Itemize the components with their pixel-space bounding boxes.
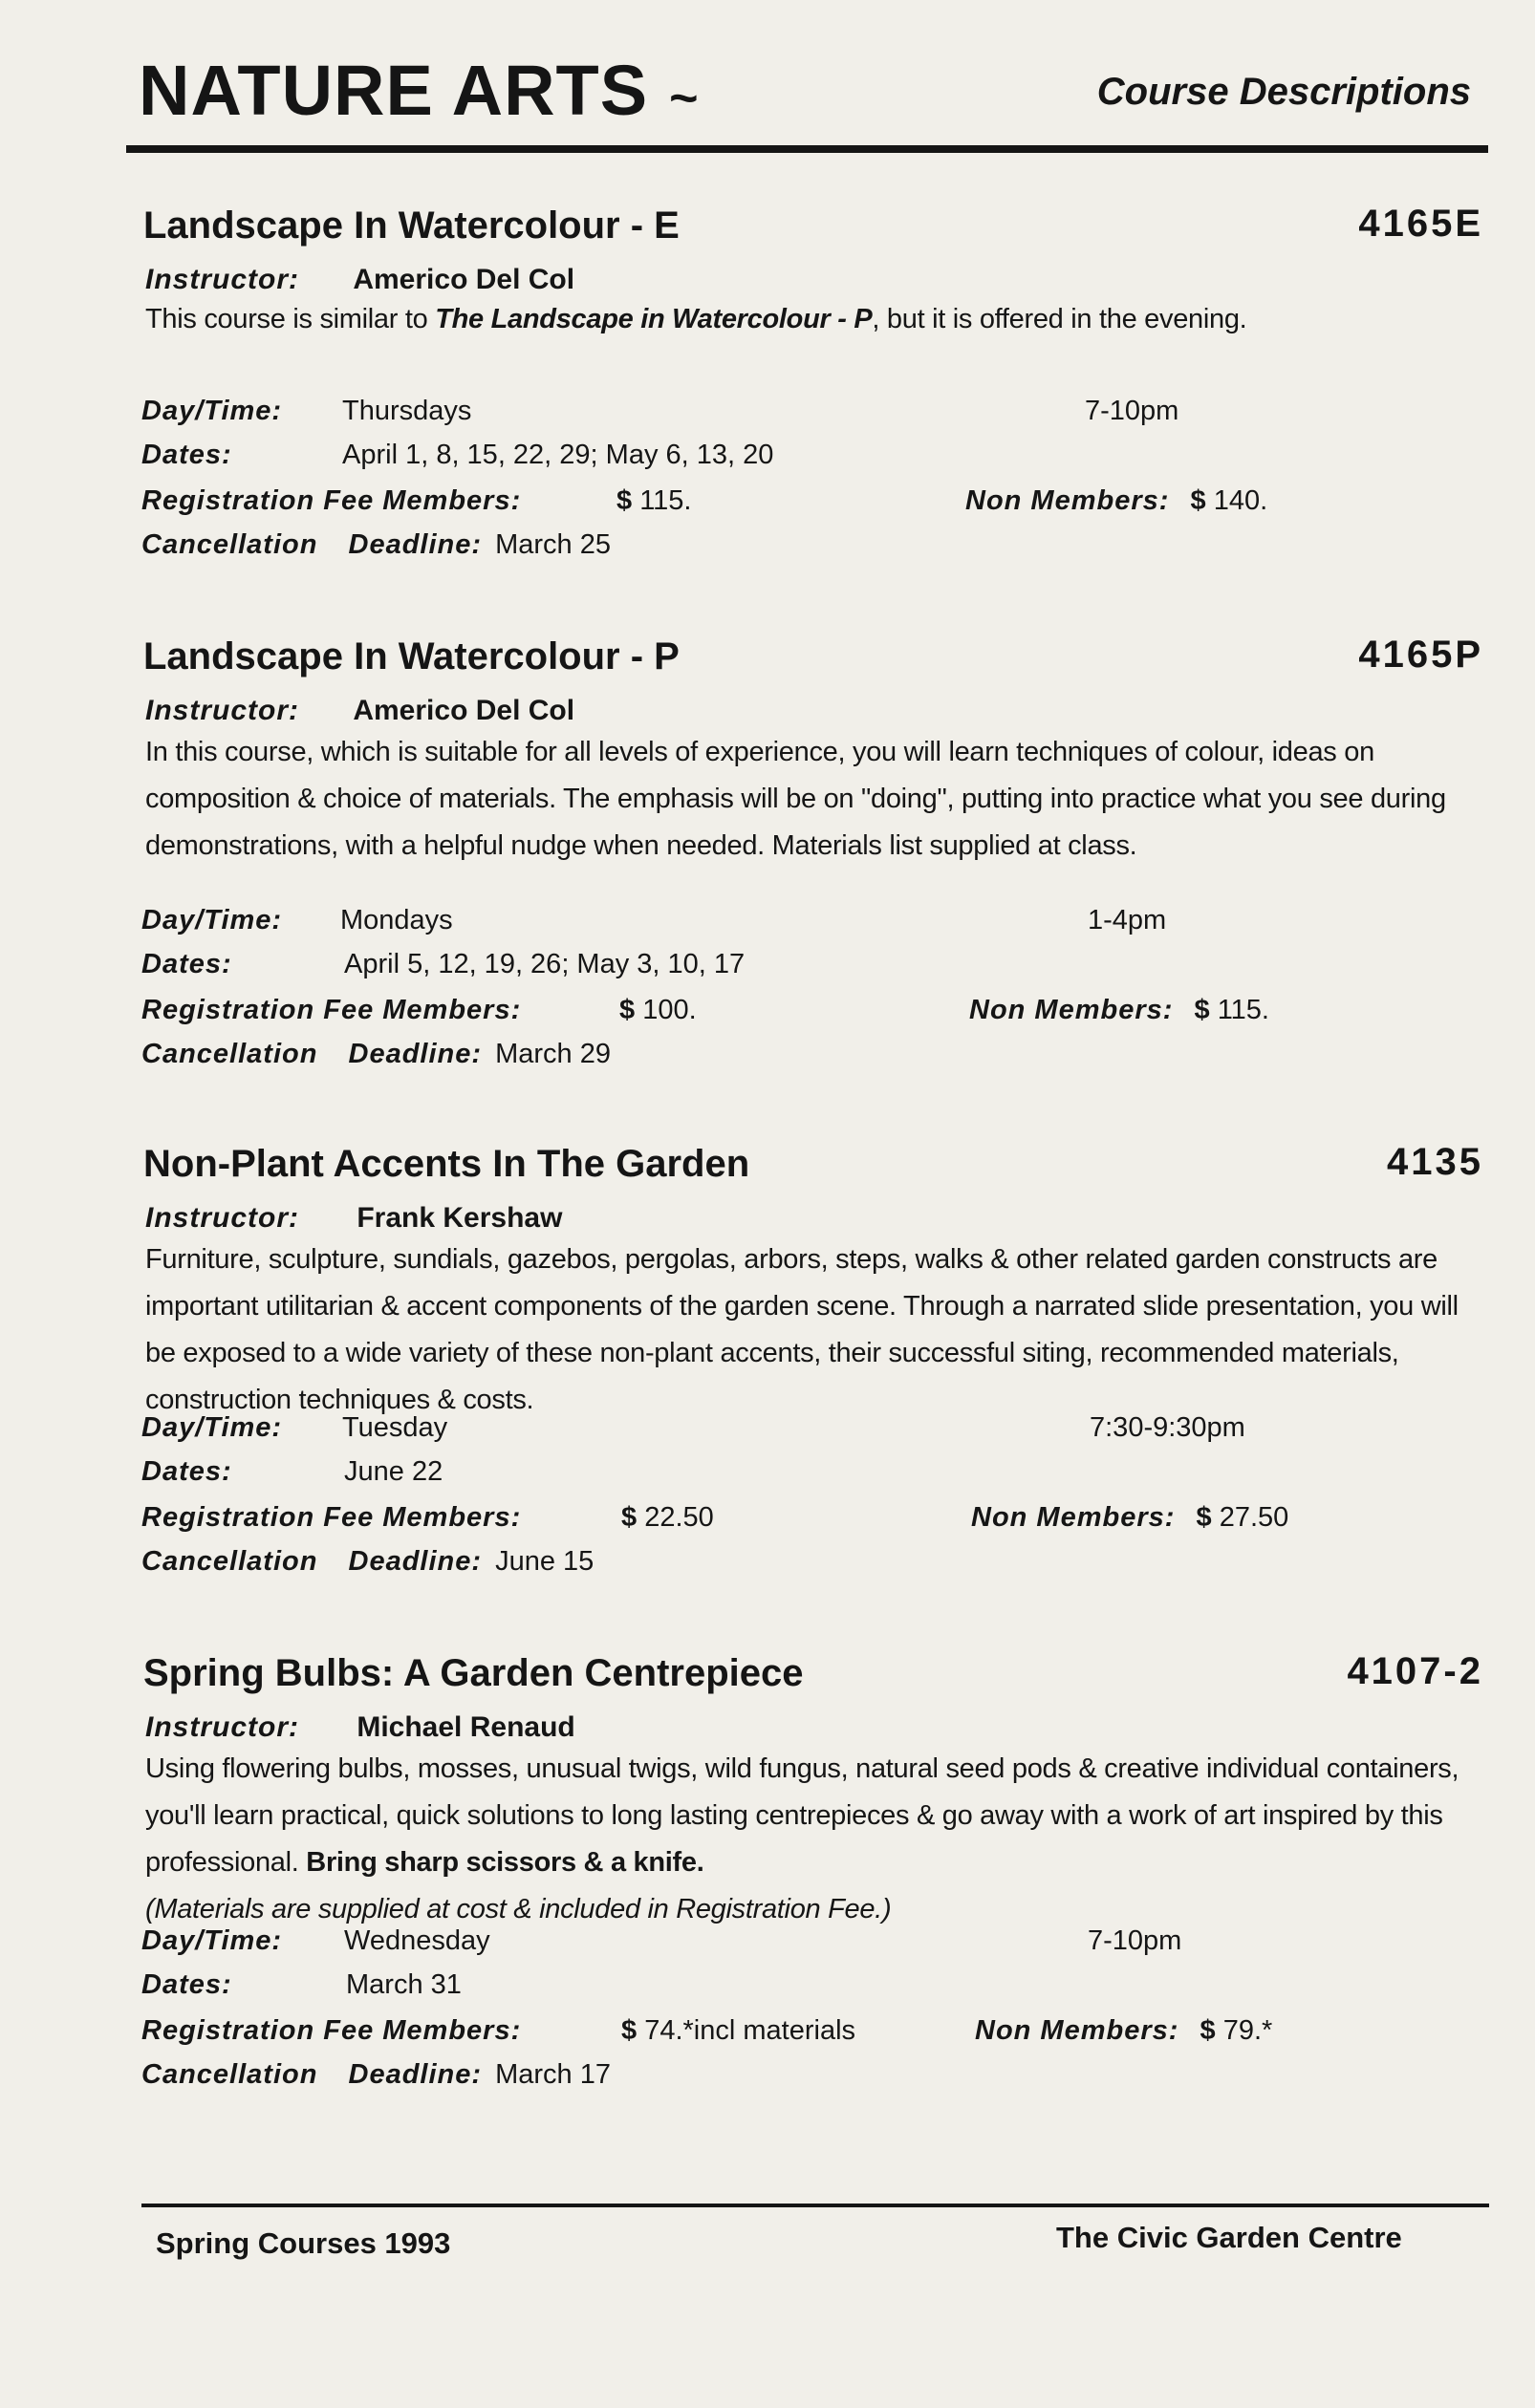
cancellation-label: Cancellation bbox=[141, 1039, 318, 1069]
instructor-label: Instructor: bbox=[145, 264, 299, 295]
instructor-name: Americo Del Col bbox=[353, 264, 575, 295]
fee-row bbox=[141, 485, 1268, 524]
fee-non-members: Non Members: $ 27.50 bbox=[971, 1502, 1289, 1533]
deadline-label: Deadline: bbox=[348, 1039, 483, 1069]
cancellation-row bbox=[141, 2059, 611, 2097]
fee-non-members: Non Members: $ 140. bbox=[965, 485, 1268, 516]
cancellation-row bbox=[141, 529, 611, 568]
dates-label: Dates: bbox=[141, 1456, 232, 1487]
dates-label: Dates: bbox=[141, 1969, 232, 2000]
dates-label: Dates: bbox=[141, 440, 232, 470]
materials-note: (Materials are supplied at cost & included in Registration Fee.) bbox=[145, 1894, 892, 1924]
daytime-label: Day/Time: bbox=[141, 396, 283, 426]
instructor-name: Michael Renaud bbox=[357, 1711, 575, 1743]
cancellation-deadline: March 29 bbox=[495, 1039, 611, 1069]
daytime-row bbox=[141, 905, 1167, 943]
dates-value: April 5, 12, 19, 26; May 3, 10, 17 bbox=[344, 949, 746, 979]
daytime-label: Day/Time: bbox=[141, 905, 283, 935]
fee-members-value: $ 22.50 bbox=[621, 1502, 714, 1533]
daytime-row bbox=[141, 1412, 1245, 1451]
course-description: This course is similar to The Landscape in Watercolour - P, but it is offered in the evening. bbox=[145, 304, 1247, 334]
time-value: 7-10pm bbox=[1088, 1925, 1182, 1956]
fee-members-label: Registration Fee Members: bbox=[141, 995, 522, 1025]
course-code: 4135 bbox=[1387, 1141, 1483, 1183]
daytime-label: Day/Time: bbox=[141, 1925, 283, 1956]
dates-row bbox=[141, 440, 774, 478]
cancellation-label: Cancellation bbox=[141, 1546, 318, 1577]
daytime-row bbox=[141, 1925, 1182, 1964]
page-title: NATURE ARTS ~ bbox=[139, 51, 700, 130]
daytime-label: Day/Time: bbox=[141, 1412, 283, 1443]
fee-row bbox=[141, 995, 1269, 1033]
fee-members-label: Registration Fee Members: bbox=[141, 1502, 522, 1533]
course-title: Landscape In Watercolour - E bbox=[143, 204, 680, 247]
instructor-name: Frank Kershaw bbox=[357, 1202, 563, 1234]
dates-row bbox=[141, 949, 746, 987]
cancellation-deadline: March 25 bbox=[495, 529, 611, 560]
instructor-label: Instructor: bbox=[145, 1711, 299, 1743]
course-code: 4165P bbox=[1358, 634, 1483, 676]
fee-members-value: $ 115. bbox=[616, 485, 692, 516]
instructor-row bbox=[145, 264, 574, 296]
course-title: Non-Plant Accents In The Garden bbox=[143, 1143, 750, 1185]
footer-season: Spring Courses 1993 bbox=[156, 2226, 451, 2260]
deadline-label: Deadline: bbox=[348, 1546, 483, 1577]
footer-rule bbox=[141, 2204, 1489, 2207]
course-code: 4107-2 bbox=[1347, 1650, 1483, 1692]
bring-note: Bring sharp scissors & a knife. bbox=[306, 1847, 704, 1878]
dates-value: April 1, 8, 15, 22, 29; May 6, 13, 20 bbox=[342, 440, 774, 470]
fee-members-label: Registration Fee Members: bbox=[141, 485, 522, 516]
instructor-row bbox=[145, 1202, 562, 1235]
dates-row bbox=[141, 1969, 462, 2008]
day-value: Wednesday bbox=[344, 1925, 490, 1956]
daytime-row bbox=[141, 396, 1179, 434]
fee-row bbox=[141, 2015, 1273, 2053]
instructor-row bbox=[145, 695, 574, 727]
header-rule bbox=[126, 145, 1488, 153]
course-title: Spring Bulbs: A Garden Centrepiece bbox=[143, 1652, 804, 1694]
course-description: Furniture, sculpture, sundials, gazebos, pergolas, arbors, steps, walks & other related garden constructs are important utilitarian & accent components of the garden scene. Through a narrated slide presentation, you will be exposed to a wide variety of these non-plant accents, their successful siting, recommended materials, construction techniques & costs. bbox=[145, 1244, 1459, 1415]
fee-members-label: Registration Fee Members: bbox=[141, 2015, 522, 2046]
page-subtitle: Course Descriptions bbox=[1096, 71, 1471, 113]
course-title: Landscape In Watercolour - P bbox=[143, 635, 680, 677]
page-header bbox=[129, 50, 1471, 155]
fee-non-members: Non Members: $ 115. bbox=[969, 995, 1269, 1025]
cancellation-row bbox=[141, 1039, 611, 1077]
fee-row bbox=[141, 1502, 1289, 1540]
fee-members-value: $ 74.*incl materials bbox=[621, 2015, 856, 2046]
dates-row bbox=[141, 1456, 443, 1494]
instructor-label: Instructor: bbox=[145, 1202, 299, 1234]
deadline-label: Deadline: bbox=[348, 2059, 483, 2090]
dates-value: June 22 bbox=[344, 1456, 443, 1487]
course-code: 4165E bbox=[1358, 203, 1483, 245]
instructor-row bbox=[145, 1711, 575, 1744]
cancellation-row bbox=[141, 1546, 594, 1584]
title-separator: ~ bbox=[669, 71, 700, 126]
course-description: In this course, which is suitable for all levels of experience, you will learn techniques of colour, ideas on composition & choice of materials. The emphasis will be on "doing", putting into practice what you see during demonstrations, with a helpful nudge when needed. Materials list supplied at class. bbox=[145, 737, 1446, 861]
cancellation-label: Cancellation bbox=[141, 529, 318, 560]
dates-label: Dates: bbox=[141, 949, 232, 979]
instructor-name: Americo Del Col bbox=[353, 695, 575, 726]
day-value: Tuesday bbox=[342, 1412, 448, 1443]
time-value: 7-10pm bbox=[1085, 396, 1179, 426]
cancellation-label: Cancellation bbox=[141, 2059, 318, 2090]
fee-non-members: Non Members: $ 79.* bbox=[975, 2015, 1273, 2046]
course-description: Using flowering bulbs, mosses, unusual twigs, wild fungus, natural seed pods & creative individual containers, you'll learn practical, quick solutions to long lasting centrepieces & go away with a work of art inspired by this professional. Bring sharp scissors & a knife. (Materials are supplied at cost & included in Registration Fee.) bbox=[145, 1746, 1479, 1933]
cancellation-deadline: March 17 bbox=[495, 2059, 611, 2090]
footer-organization: The Civic Garden Centre bbox=[1056, 2221, 1402, 2254]
cancellation-deadline: June 15 bbox=[495, 1546, 595, 1577]
dates-value: March 31 bbox=[346, 1969, 462, 2000]
time-value: 1-4pm bbox=[1088, 905, 1167, 935]
day-value: Thursdays bbox=[342, 396, 472, 426]
fee-members-value: $ 100. bbox=[619, 995, 697, 1025]
instructor-label: Instructor: bbox=[145, 695, 299, 726]
time-value: 7:30-9:30pm bbox=[1090, 1412, 1245, 1443]
deadline-label: Deadline: bbox=[348, 529, 483, 560]
day-value: Mondays bbox=[340, 905, 453, 935]
